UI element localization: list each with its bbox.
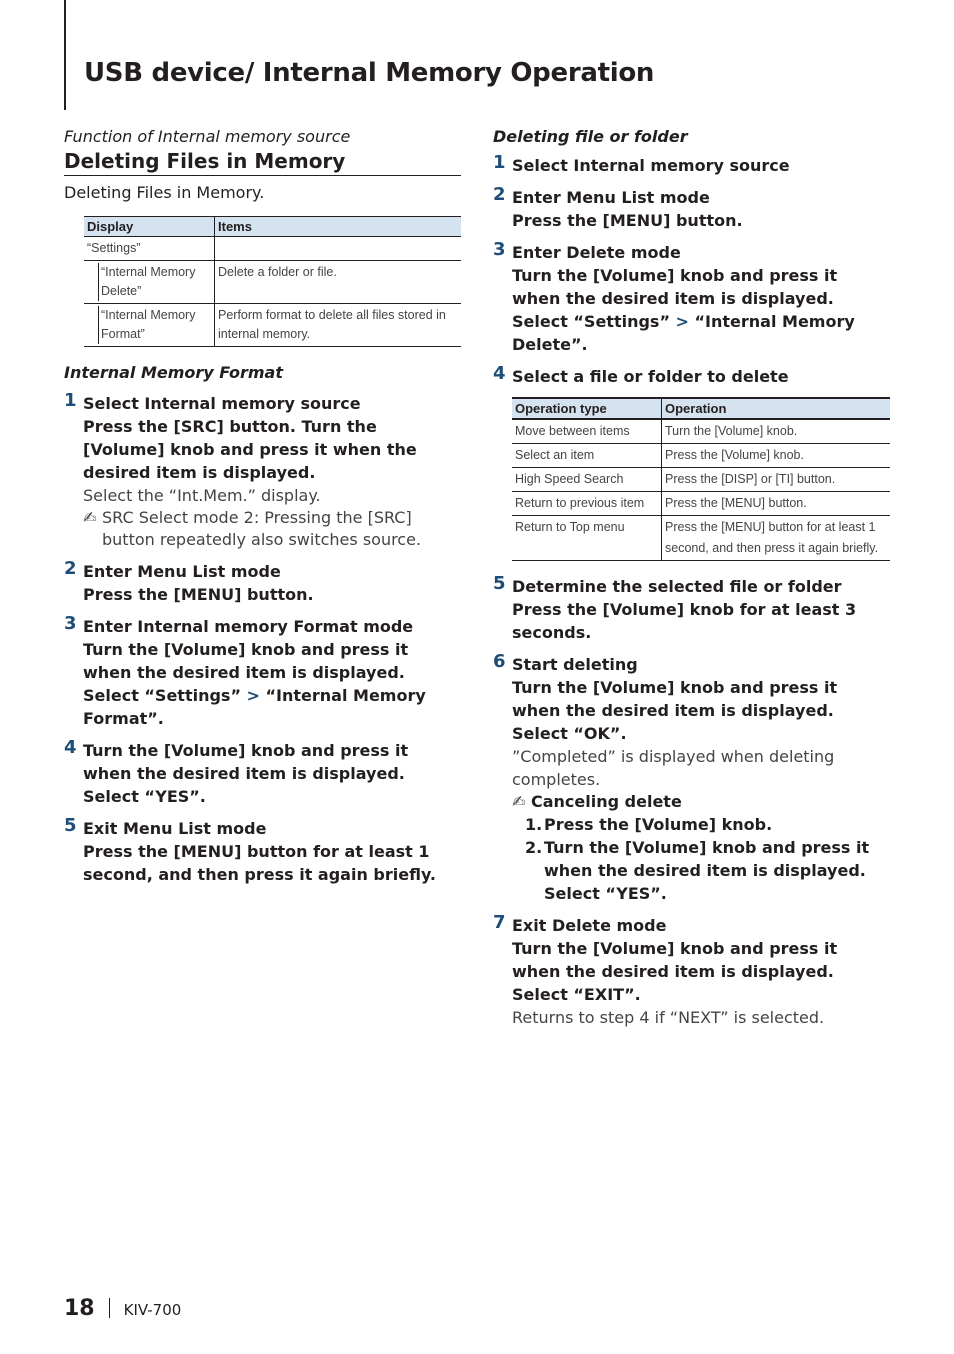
- step-body: Press the [MENU] button.: [83, 585, 314, 604]
- table-cell: High Speed Search: [512, 468, 662, 492]
- select-path-start: Select “Settings”: [83, 686, 241, 705]
- format-step-5: [64, 817, 461, 886]
- select-path-end: “Internal Memory Format”.: [83, 686, 426, 728]
- step-detail: Returns to step 4 if “NEXT” is selected.: [512, 1008, 825, 1027]
- table-header-display: Display: [84, 217, 215, 237]
- format-step-3: [64, 615, 461, 730]
- table-header-row: [84, 217, 461, 237]
- step-heading: Turn the [Volume] knob and press it when the desired item is displayed.: [83, 741, 409, 783]
- page-title: USB device/ Internal Memory Operation: [84, 58, 655, 88]
- operation-table: [512, 397, 890, 561]
- settings-table: [84, 216, 461, 347]
- step-heading: Enter Menu List mode: [512, 188, 710, 207]
- step-number: 5: [493, 573, 506, 594]
- section-kicker: Function of Internal memory source: [64, 127, 351, 146]
- step-number: 2: [64, 558, 77, 579]
- chevron-right-icon: >: [246, 686, 260, 705]
- pencil-note-icon: ✍: [83, 508, 97, 527]
- delete-step-3: [493, 241, 890, 356]
- table-cell: Turn the [Volume] knob.: [662, 419, 891, 444]
- step-body-select: Select “OK”.: [512, 724, 627, 743]
- step-body: Press the [SRC] button. Turn the [Volume] knob and press it when the desired item is displayed.: [83, 417, 417, 482]
- step-heading: Determine the selected file or folder: [512, 577, 842, 596]
- step-body: Press the [MENU] button.: [512, 211, 743, 230]
- table-row: [512, 516, 890, 561]
- step-number: 1: [493, 152, 506, 173]
- delete-step-1: [493, 154, 890, 177]
- substep-text: Turn the [Volume] knob and press it when the desired item is displayed.: [544, 838, 870, 880]
- step-detail: Select the “Int.Mem.” display.: [83, 486, 321, 505]
- step-body: Turn the [Volume] knob and press it when the desired item is displayed.: [512, 678, 838, 720]
- table-group-label: “Settings”: [84, 237, 215, 261]
- table-cell: [215, 237, 462, 261]
- table-header-items: Items: [215, 217, 462, 237]
- table-cell: Press the [MENU] button.: [662, 492, 891, 516]
- section-intro: Deleting Files in Memory.: [64, 183, 265, 202]
- delete-step-6: [493, 653, 890, 905]
- cancel-substep-1: [512, 813, 890, 836]
- delete-subheading: Deleting file or folder: [493, 127, 688, 146]
- header-rule: [64, 0, 66, 110]
- step-body: Turn the [Volume] knob and press it when the desired item is displayed.: [512, 266, 838, 308]
- delete-step-2: [493, 186, 890, 232]
- step-number: 4: [64, 737, 77, 758]
- delete-step-4: [493, 365, 890, 388]
- table-cell: Press the [DISP] or [TI] button.: [662, 468, 891, 492]
- format-subheading: Internal Memory Format: [64, 363, 283, 382]
- step-note: [512, 791, 890, 813]
- table-header-row: [512, 398, 890, 419]
- step-heading: Exit Delete mode: [512, 916, 667, 935]
- step-note: [83, 507, 461, 551]
- step-select-line: [83, 684, 461, 730]
- step-number: 4: [493, 363, 506, 384]
- step-heading: Exit Menu List mode: [83, 819, 267, 838]
- step-number: 3: [493, 239, 506, 260]
- table-cell: Move between items: [512, 419, 662, 444]
- page-footer: [64, 1296, 181, 1321]
- table-row: [512, 444, 890, 468]
- section-title: Deleting Files in Memory: [64, 149, 461, 176]
- table-row: [512, 468, 890, 492]
- table-row: [84, 261, 461, 304]
- step-body: Select “YES”.: [83, 787, 206, 806]
- table-cell-display: [84, 261, 215, 304]
- step-number: 5: [64, 815, 77, 836]
- table-cell: Return to previous item: [512, 492, 662, 516]
- step-heading: Select Internal memory source: [512, 156, 790, 175]
- step-number: 7: [493, 912, 506, 933]
- step-number: 3: [64, 613, 77, 634]
- step-heading: Start deleting: [512, 655, 638, 674]
- step-body: Turn the [Volume] knob and press it when the desired item is displayed.: [512, 939, 838, 981]
- table-cell: Press the [Volume] knob.: [662, 444, 891, 468]
- format-step-4: [64, 739, 461, 808]
- step-number: 6: [493, 651, 506, 672]
- format-step-2: [64, 560, 461, 606]
- table-row: [512, 419, 890, 444]
- table-row: [84, 304, 461, 347]
- table-cell: Press the [MENU] button for at least 1 second, and then press it again briefly.: [662, 516, 891, 561]
- step-note-title: Canceling delete: [531, 792, 682, 811]
- pencil-note-icon: ✍: [512, 792, 526, 811]
- model-name: KIV-700: [123, 1301, 182, 1319]
- step-body: Turn the [Volume] knob and press it when the desired item is displayed.: [83, 640, 409, 682]
- substep-number: 2.: [525, 838, 543, 857]
- left-column: [64, 127, 461, 886]
- table-header-operation: Operation: [662, 398, 891, 419]
- substep-number: 1.: [525, 815, 543, 834]
- table-cell-display-text: “Internal Memory Format”: [98, 306, 211, 344]
- table-row: [84, 237, 461, 261]
- cancel-substep-2: [512, 836, 890, 905]
- right-column: [493, 127, 890, 1029]
- step-number: 2: [493, 184, 506, 205]
- footer-divider: [109, 1298, 110, 1318]
- page-number: 18: [64, 1296, 95, 1321]
- table-cell: Return to Top menu: [512, 516, 662, 561]
- table-cell-items: Delete a folder or file.: [215, 261, 462, 304]
- table-cell-display: [84, 304, 215, 347]
- table-row: [512, 492, 890, 516]
- step-heading: Enter Delete mode: [512, 243, 681, 262]
- delete-step-7: [493, 914, 890, 1029]
- step-heading: Select a file or folder to delete: [512, 367, 789, 386]
- step-body: Press the [MENU] button for at least 1 second, and then press it again briefly.: [83, 842, 436, 884]
- table-cell-items: Perform format to delete all files stored in internal memory.: [215, 304, 462, 347]
- substep-select: Select “YES”.: [544, 884, 667, 903]
- step-heading: Enter Internal memory Format mode: [83, 617, 414, 636]
- step-number: 1: [64, 390, 77, 411]
- step-select-line: [512, 310, 890, 356]
- step-note-text: SRC Select mode 2: Pressing the [SRC] button repeatedly also switches source.: [102, 508, 422, 549]
- step-detail: ”Completed” is displayed when deleting completes.: [512, 747, 835, 789]
- step-heading: Select Internal memory source: [83, 394, 361, 413]
- table-cell: Select an item: [512, 444, 662, 468]
- step-body-select: Select “EXIT”.: [512, 985, 641, 1004]
- format-step-1: [64, 392, 461, 551]
- table-header-operation-type: Operation type: [512, 398, 662, 419]
- select-path-start: Select “Settings”: [512, 312, 670, 331]
- substep-text: Press the [Volume] knob.: [544, 815, 773, 834]
- table-cell-display-text: “Internal Memory Delete”: [98, 263, 211, 301]
- chevron-right-icon: >: [675, 312, 689, 331]
- step-body: Press the [Volume] knob for at least 3 seconds.: [512, 600, 857, 642]
- delete-step-5: [493, 575, 890, 644]
- step-heading: Enter Menu List mode: [83, 562, 281, 581]
- select-path-end: “Internal Memory Delete”.: [512, 312, 855, 354]
